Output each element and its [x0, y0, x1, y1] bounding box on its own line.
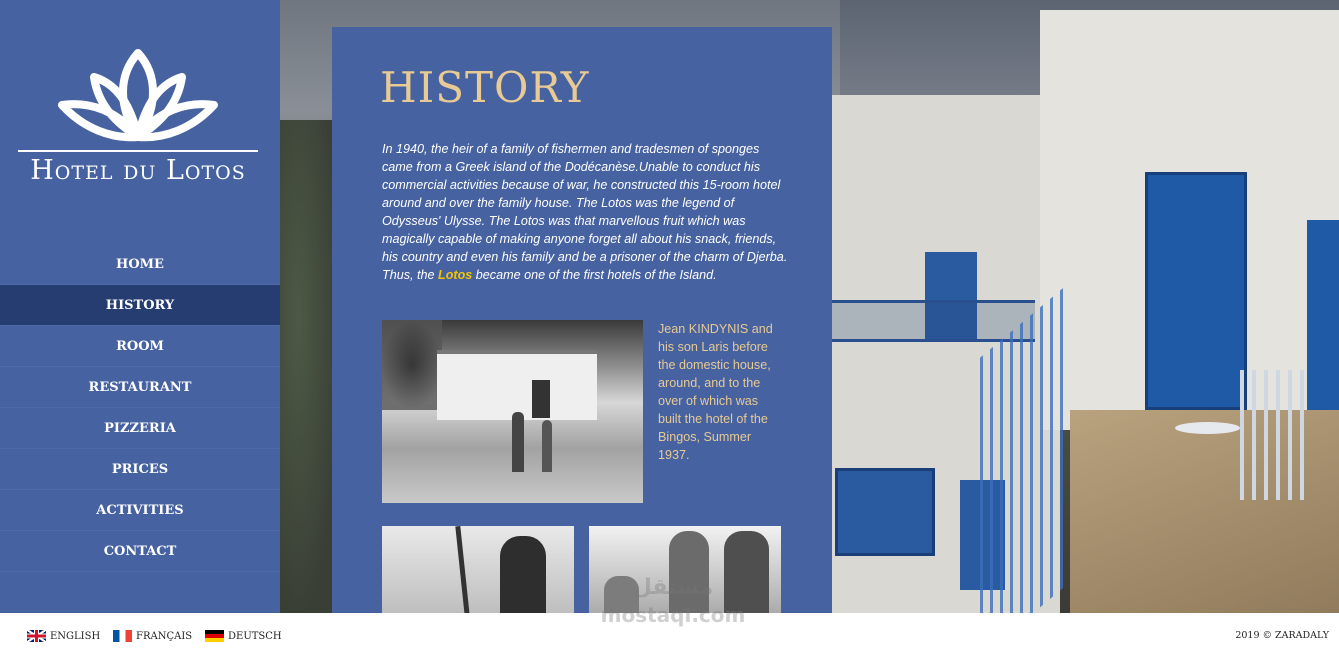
language-french-label: FRANÇAIS — [136, 630, 193, 642]
lotos-highlight: Lotos — [438, 268, 473, 282]
de-flag-icon — [205, 630, 224, 642]
footer — [0, 613, 1339, 649]
main-nav — [0, 244, 280, 572]
nav-item-prices[interactable]: PRICES — [0, 449, 280, 490]
nav-item-history[interactable]: HISTORY — [0, 285, 280, 326]
intro-line-2 — [382, 266, 792, 284]
history-panel — [332, 27, 832, 613]
nav-item-home[interactable]: HOME — [0, 244, 280, 285]
sidebar — [0, 0, 280, 613]
copyright: 2019 © ZARADALY — [1235, 630, 1329, 641]
intro-line-2-end: became one of the first hotels of the Island. — [472, 268, 717, 282]
page-title: HISTORY — [380, 63, 590, 112]
photo-caption: Jean KINDYNIS and his son Laris before the domestic house, around, and to the over of which was built the hotel of the Bingos, Summer 1937. — [658, 322, 773, 462]
historic-sailor-photo[interactable] — [382, 526, 574, 613]
historic-house-photo[interactable] — [382, 320, 643, 503]
historic-group-photo[interactable] — [589, 526, 781, 613]
intro-line-2-start: Thus, the — [382, 268, 439, 282]
language-french[interactable] — [113, 630, 192, 642]
nav-item-contact[interactable]: CONTACT — [0, 531, 280, 572]
intro-paragraph: In 1940, the heir of a family of fishermen and tradesmen of sponges came from a Greek island of the Dodécanèse.Unable to conduct his commercial activities because of war, he constructed this 15-room hotel around and over the family house. The Lotos was the legend of Odysseus' Ulysse. The Lotos was that marvellous fruit which was magically capable of making anyone forget all about his snack, friends, his country and even his family and be a prisoner of the charm of Djerba. — [382, 142, 788, 264]
fr-flag-icon — [113, 630, 132, 642]
history-intro — [382, 140, 792, 284]
watermark-latin: mostaql.com — [600, 603, 746, 627]
nav-item-room[interactable]: ROOM — [0, 326, 280, 367]
language-english-label: ENGLISH — [50, 630, 101, 642]
language-german-label: DEUTSCH — [228, 630, 282, 642]
hotel-logo[interactable] — [18, 45, 258, 195]
language-german[interactable] — [205, 630, 282, 642]
nav-item-pizzeria[interactable]: PIZZERIA — [0, 408, 280, 449]
nav-item-activities[interactable]: ACTIVITIES — [0, 490, 280, 531]
logo-divider — [18, 150, 258, 152]
watermark-arabic: مستقل — [632, 575, 714, 600]
language-english[interactable] — [27, 630, 100, 642]
gb-flag-icon — [27, 630, 46, 642]
nav-item-restaurant[interactable]: RESTAURANT — [0, 367, 280, 408]
logo-text: Hotel du Lotos — [30, 155, 246, 186]
lotus-icon — [56, 45, 220, 150]
